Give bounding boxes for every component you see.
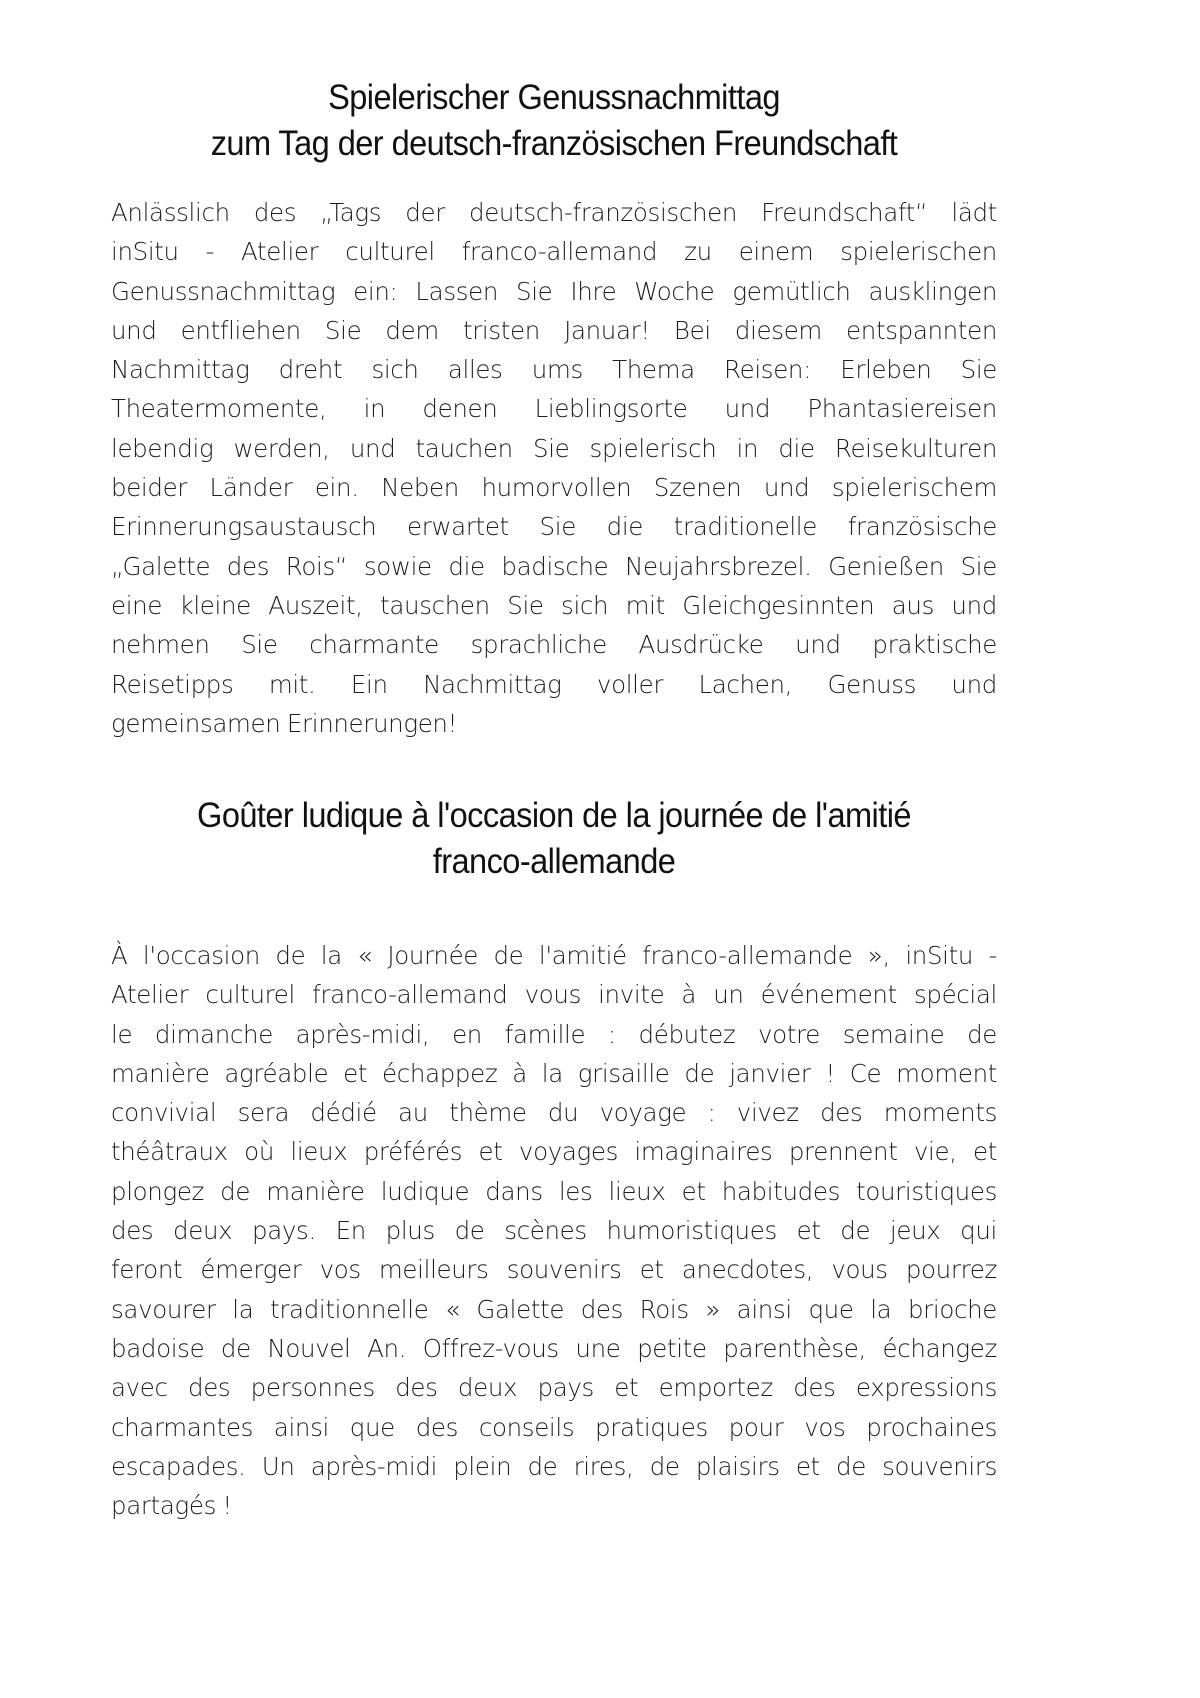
german-paragraph-line: gemeinsamen Erinnerungen! <box>111 708 458 738</box>
german-paragraph <box>111 193 997 743</box>
german-title-line-1: Spielerischer Genussnachmittag <box>328 78 780 117</box>
french-paragraph-line: avec des personnes des deux pays et emportez des expressions <box>111 1373 997 1403</box>
german-paragraph-line: „Galette des Rois“ sowie die badische Neujahrsbrezel. Genießen Sie <box>111 551 997 581</box>
french-paragraph-line: Atelier culturel franco-allemand vous invite à un événement spécial <box>111 980 997 1010</box>
french-paragraph-line: convivial sera dédié au thème du voyage : vivez des moments <box>111 1098 997 1128</box>
german-paragraph-line: und entfliehen Sie dem tristen Januar! Bei diesem entspannten <box>111 315 997 345</box>
french-title <box>142 793 966 885</box>
french-paragraph-line: feront émerger vos meilleurs souvenirs et anecdotes, vous pourrez <box>111 1255 997 1285</box>
german-paragraph-line: Erinnerungsaustausch erwartet Sie die traditionelle französische <box>111 512 997 542</box>
german-paragraph-line: nehmen Sie charmante sprachliche Ausdrücke und praktische <box>111 630 997 660</box>
french-paragraph-line: plongez de manière ludique dans les lieux et habitudes touristiques <box>111 1176 997 1206</box>
french-paragraph-line: des deux pays. En plus de scènes humoristiques et de jeux qui <box>111 1216 997 1246</box>
german-paragraph-line: beider Länder ein. Neben humorvollen Szenen und spielerischem <box>111 473 997 503</box>
french-paragraph-line: savourer la traditionnelle « Galette des Rois » ainsi que la brioche <box>111 1294 997 1324</box>
french-paragraph-line: escapades. Un après-midi plein de rires, de plaisirs et de souvenirs <box>111 1451 997 1481</box>
french-paragraph-line: partagés ! <box>111 1491 232 1521</box>
german-title <box>142 75 966 167</box>
french-paragraph-line: manière agréable et échappez à la grisaille de janvier ! Ce moment <box>111 1058 997 1088</box>
german-paragraph-line: eine kleine Auszeit, tauschen Sie sich mit Gleichgesinnten aus und <box>111 590 997 620</box>
french-paragraph-line: le dimanche après-midi, en famille : débutez votre semaine de <box>111 1019 997 1049</box>
german-paragraph-line: Nachmittag dreht sich alles ums Thema Reisen: Erleben Sie <box>111 355 997 385</box>
french-paragraph <box>111 936 997 1525</box>
german-paragraph-line: lebendig werden, und tauchen Sie spielerisch in die Reisekulturen <box>111 433 997 463</box>
french-paragraph-line: badoise de Nouvel An. Offrez-vous une petite parenthèse, échangez <box>111 1333 997 1363</box>
german-paragraph-line: Theatermomente, in denen Lieblingsorte und Phantasiereisen <box>111 394 997 424</box>
german-paragraph-line: Genussnachmittag ein: Lassen Sie Ihre Woche gemütlich ausklingen <box>111 276 997 306</box>
french-paragraph-line: charmantes ainsi que des conseils pratiques pour vos prochaines <box>111 1412 997 1442</box>
german-paragraph-line: Anlässlich des „Tags der deutsch-französischen Freundschaft“ lädt <box>111 198 997 227</box>
french-paragraph-line: théâtraux où lieux préférés et voyages imaginaires prennent vie, et <box>111 1137 997 1167</box>
french-title-line-2: franco-allemande <box>432 842 676 881</box>
french-paragraph-line: À l'occasion de la « Journée de l'amitié franco-allemande », inSitu - <box>111 941 997 970</box>
german-title-line-2: zum Tag der deutsch-französischen Freundschaft <box>210 124 898 163</box>
german-paragraph-line: Reisetipps mit. Ein Nachmittag voller Lachen, Genuss und <box>111 669 997 699</box>
french-title-line-1: Goûter ludique à l'occasion de la journée de l'amitié <box>197 796 911 835</box>
german-paragraph-line: inSitu - Atelier culturel franco-allemand zu einem spielerischen <box>111 237 997 267</box>
